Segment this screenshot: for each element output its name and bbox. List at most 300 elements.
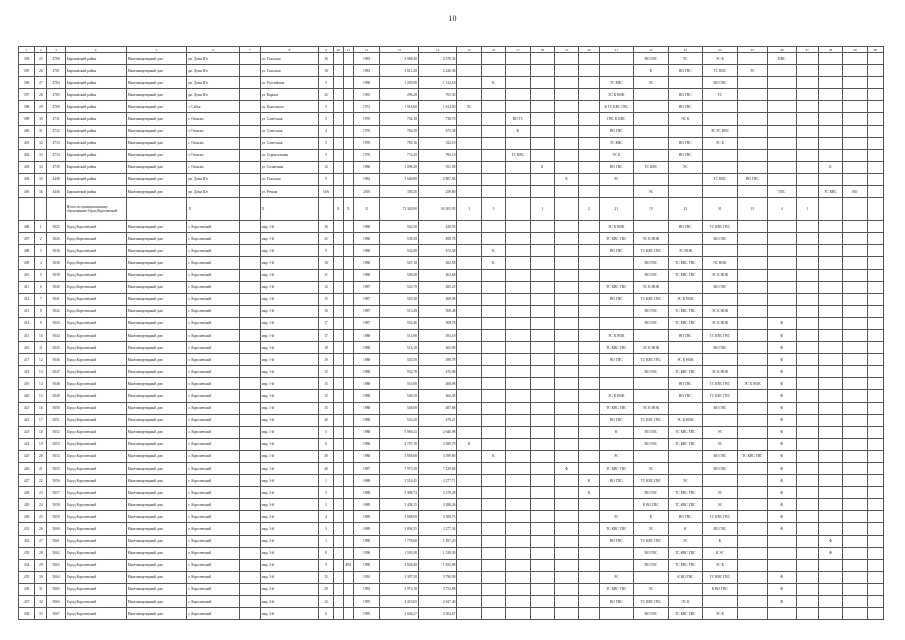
table-cell bbox=[867, 257, 883, 269]
table-cell: 23 bbox=[668, 198, 703, 221]
table-cell: 1986 bbox=[353, 233, 379, 245]
table-cell bbox=[737, 293, 767, 305]
table-cell bbox=[867, 487, 883, 499]
table-cell: 15 bbox=[319, 390, 333, 402]
table-cell: 415 bbox=[19, 329, 35, 341]
table-cell: Город Королевский bbox=[65, 366, 126, 378]
table-cell bbox=[818, 77, 842, 89]
table-row bbox=[19, 257, 884, 269]
table-cell: 421 bbox=[19, 402, 35, 414]
table-cell: г. Королевский bbox=[187, 523, 240, 535]
table-cell: 1987 bbox=[353, 305, 379, 317]
table-cell bbox=[818, 366, 842, 378]
table-cell bbox=[457, 583, 481, 595]
table-cell: 3 438,15 bbox=[380, 499, 419, 511]
table-cell bbox=[343, 173, 353, 185]
table-cell bbox=[343, 233, 353, 245]
table-cell: 73 340,90 bbox=[380, 198, 419, 221]
table-cell: Город Королевский bbox=[65, 378, 126, 390]
table-cell bbox=[634, 329, 669, 341]
table-cell bbox=[506, 317, 530, 329]
table-cell: Многоквартирный дом bbox=[126, 125, 187, 137]
table-cell bbox=[579, 173, 599, 185]
table-cell bbox=[634, 137, 669, 149]
table-cell: 3 752,98 bbox=[418, 583, 457, 595]
table-cell: рп. Дома Юг bbox=[187, 53, 240, 65]
table-cell: ТС КВС ГВС bbox=[668, 426, 703, 438]
table-cell bbox=[818, 414, 842, 426]
table-cell: 7 bbox=[35, 293, 47, 305]
table-cell: 435 bbox=[19, 571, 35, 583]
table-cell: 1990 bbox=[353, 535, 379, 547]
column-number: 4 bbox=[65, 47, 126, 53]
table-cell bbox=[240, 101, 260, 113]
table-row bbox=[19, 65, 884, 77]
table-cell: 5058 bbox=[47, 499, 65, 511]
table-row bbox=[19, 221, 884, 233]
table-cell bbox=[333, 608, 343, 620]
table-cell bbox=[737, 499, 767, 511]
table-cell bbox=[867, 161, 883, 173]
table-cell bbox=[457, 161, 481, 173]
table-cell: ВО ГВС bbox=[703, 523, 738, 535]
table-cell: Х bbox=[260, 198, 319, 221]
table-cell: 468,98 bbox=[418, 293, 457, 305]
table-cell bbox=[668, 281, 703, 293]
table-cell bbox=[240, 198, 260, 221]
table-cell bbox=[333, 257, 343, 269]
table-cell bbox=[867, 329, 883, 341]
table-cell: 3 397,39 bbox=[380, 571, 419, 583]
table-cell bbox=[530, 426, 554, 438]
table-cell: Город Королевский bbox=[65, 257, 126, 269]
table-cell: К ВО ГВС bbox=[668, 571, 703, 583]
table-cell: 4734 bbox=[47, 149, 65, 161]
table-cell: ул. Солнечная bbox=[260, 161, 319, 173]
table-cell: 22 bbox=[35, 475, 47, 487]
table-cell: Многоквартирный дом bbox=[126, 149, 187, 161]
table-cell bbox=[333, 414, 343, 426]
table-cell bbox=[457, 402, 481, 414]
table-cell: 4733 bbox=[47, 137, 65, 149]
table-cell bbox=[333, 378, 343, 390]
table-cell bbox=[457, 233, 481, 245]
table-cell bbox=[240, 149, 260, 161]
table-cell bbox=[554, 149, 578, 161]
table-cell: 476,08 bbox=[418, 366, 457, 378]
table-cell bbox=[333, 547, 343, 559]
table-cell: мкр. 1-й bbox=[260, 329, 319, 341]
table-cell bbox=[481, 535, 505, 547]
table-cell bbox=[506, 245, 530, 257]
table-cell: г. Королевский bbox=[187, 329, 240, 341]
table-cell: ЭС bbox=[599, 450, 634, 462]
table-cell bbox=[333, 173, 343, 185]
table-row bbox=[19, 317, 884, 329]
table-cell bbox=[333, 65, 343, 77]
table-cell bbox=[796, 402, 818, 414]
table-cell bbox=[481, 221, 505, 233]
table-cell bbox=[530, 450, 554, 462]
table-cell bbox=[333, 269, 343, 281]
table-cell bbox=[240, 269, 260, 281]
table-cell: 532,46 bbox=[380, 317, 419, 329]
table-cell: 28 bbox=[35, 89, 47, 101]
table-cell: 296,20 bbox=[380, 89, 419, 101]
table-cell bbox=[530, 53, 554, 65]
table-cell bbox=[796, 390, 818, 402]
table-cell bbox=[506, 77, 530, 89]
table-cell: ВО ГВС bbox=[634, 366, 669, 378]
table-cell bbox=[867, 221, 883, 233]
table-cell: 1988 bbox=[353, 414, 379, 426]
table-cell bbox=[579, 463, 599, 475]
table-cell: ул. Советская bbox=[260, 137, 319, 149]
table-cell bbox=[818, 342, 842, 354]
table-cell: ТС КВС ГВС bbox=[668, 547, 703, 559]
table-cell bbox=[843, 269, 867, 281]
table-cell bbox=[343, 523, 353, 535]
table-cell bbox=[579, 559, 599, 571]
table-cell: Ф bbox=[818, 535, 842, 547]
table-cell: ТС КВС bbox=[599, 77, 634, 89]
table-cell: ВО ГВС bbox=[634, 53, 669, 65]
table-cell bbox=[796, 523, 818, 535]
table-cell bbox=[530, 329, 554, 341]
table-cell bbox=[554, 269, 578, 281]
table-cell: 5053 bbox=[47, 438, 65, 450]
table-cell: 6 bbox=[35, 281, 47, 293]
table-cell: 3 288,26 bbox=[418, 499, 457, 511]
table-cell bbox=[554, 583, 578, 595]
table-cell bbox=[843, 402, 867, 414]
table-cell: ТС КВС ГВС bbox=[668, 499, 703, 511]
table-cell bbox=[554, 221, 578, 233]
table-cell bbox=[737, 245, 767, 257]
table-cell bbox=[737, 608, 767, 620]
table-cell bbox=[530, 342, 554, 354]
table-cell bbox=[579, 438, 599, 450]
table-cell: г. Королевский bbox=[187, 317, 240, 329]
table-cell bbox=[333, 475, 343, 487]
table-cell: ВО ГВС bbox=[668, 137, 703, 149]
table-cell bbox=[554, 233, 578, 245]
table-cell bbox=[530, 281, 554, 293]
table-cell bbox=[457, 535, 481, 547]
table-cell bbox=[240, 463, 260, 475]
table-cell: 27 bbox=[35, 535, 47, 547]
table-cell bbox=[737, 438, 767, 450]
table-cell: 548,08 bbox=[380, 402, 419, 414]
table-cell: ЭС bbox=[737, 65, 767, 77]
table-cell: Ф bbox=[768, 402, 796, 414]
table-cell bbox=[579, 221, 599, 233]
table-cell bbox=[843, 53, 867, 65]
table-cell bbox=[530, 89, 554, 101]
table-cell: К ТС КВС ГВС bbox=[599, 101, 634, 113]
table-cell: Ф bbox=[768, 438, 796, 450]
table-cell: Многоквартирный дом bbox=[126, 523, 187, 535]
table-cell: 411 bbox=[19, 281, 35, 293]
table-cell: мкр. 1-й bbox=[260, 233, 319, 245]
table-cell bbox=[579, 414, 599, 426]
table-row bbox=[19, 77, 884, 89]
column-number: 3 bbox=[47, 47, 65, 53]
table-cell bbox=[796, 149, 818, 161]
table-cell: ЭС К bbox=[668, 596, 703, 608]
table-cell bbox=[554, 354, 578, 366]
table-cell bbox=[457, 523, 481, 535]
table-cell: Бирсковский район bbox=[65, 89, 126, 101]
table-cell: 14 bbox=[35, 378, 47, 390]
table-cell bbox=[668, 173, 703, 185]
table-cell: г. Королевский bbox=[187, 293, 240, 305]
table-cell bbox=[506, 414, 530, 426]
table-cell bbox=[554, 317, 578, 329]
table-cell bbox=[506, 608, 530, 620]
table-cell: Многоквартирный дом bbox=[126, 402, 187, 414]
table-cell: 1988 bbox=[353, 378, 379, 390]
table-cell bbox=[506, 354, 530, 366]
table-cell: ТС КВС ГВС bbox=[599, 583, 634, 595]
table-cell: 548,38 bbox=[380, 269, 419, 281]
table-row bbox=[19, 535, 884, 547]
table-cell: Многоквартирный дом bbox=[126, 89, 187, 101]
table-cell: мкр. 1-й bbox=[260, 366, 319, 378]
table-cell: Город Королевский bbox=[65, 390, 126, 402]
table-cell: 1 205,90 bbox=[380, 77, 419, 89]
table-cell: 3 858,68 bbox=[380, 450, 419, 462]
table-row bbox=[19, 583, 884, 595]
table-cell: К bbox=[634, 511, 669, 523]
table-cell bbox=[240, 245, 260, 257]
table-cell: 514,98 bbox=[380, 329, 419, 341]
table-cell: 5040 bbox=[47, 281, 65, 293]
table-cell: г. Королевский bbox=[187, 414, 240, 426]
table-cell: 5060 bbox=[47, 523, 65, 535]
table-cell bbox=[599, 317, 634, 329]
table-cell: 1976 bbox=[353, 125, 379, 137]
table-cell: 514,18 bbox=[380, 342, 419, 354]
table-cell bbox=[530, 499, 554, 511]
table-cell bbox=[457, 450, 481, 462]
table-cell bbox=[333, 463, 343, 475]
table-cell bbox=[457, 65, 481, 77]
table-cell bbox=[554, 596, 578, 608]
table-cell: Город Королевский bbox=[65, 523, 126, 535]
table-cell bbox=[343, 293, 353, 305]
table-row bbox=[19, 571, 884, 583]
table-cell bbox=[737, 137, 767, 149]
table-cell: Ф bbox=[818, 547, 842, 559]
table-cell: 404 bbox=[19, 173, 35, 185]
table-cell: Многоквартирный дом bbox=[126, 186, 187, 198]
table-cell: ВО ГВС bbox=[703, 233, 738, 245]
table-cell: Город Королевский bbox=[65, 305, 126, 317]
table-cell: ЭС bbox=[703, 499, 738, 511]
table-cell: 5063 bbox=[47, 559, 65, 571]
table-cell bbox=[818, 608, 842, 620]
table-cell bbox=[737, 583, 767, 595]
table-cell bbox=[240, 414, 260, 426]
table-cell: 32 bbox=[35, 596, 47, 608]
table-cell: 1992 bbox=[353, 583, 379, 595]
table-cell bbox=[554, 53, 578, 65]
table-cell bbox=[457, 475, 481, 487]
table-cell bbox=[843, 511, 867, 523]
table-cell bbox=[768, 113, 796, 125]
table-cell bbox=[796, 559, 818, 571]
table-row bbox=[19, 293, 884, 305]
table-cell: Многоквартирный дом bbox=[126, 354, 187, 366]
table-cell bbox=[333, 390, 343, 402]
table-cell: 1988 bbox=[353, 329, 379, 341]
table-cell bbox=[506, 402, 530, 414]
table-cell: 543,20 bbox=[380, 414, 419, 426]
table-row bbox=[19, 511, 884, 523]
table-cell: ул. Российская bbox=[260, 77, 319, 89]
table-cell bbox=[579, 293, 599, 305]
table-cell: ВО ГВС bbox=[703, 77, 738, 89]
table-cell: 25 bbox=[35, 511, 47, 523]
table-cell: Многоквартирный дом bbox=[126, 342, 187, 354]
table-cell: Х bbox=[187, 198, 240, 221]
table-cell bbox=[796, 125, 818, 137]
table-cell bbox=[530, 475, 554, 487]
table-cell bbox=[506, 53, 530, 65]
table-cell: Город Королевский bbox=[65, 475, 126, 487]
table-cell: 5026 bbox=[47, 233, 65, 245]
table-cell bbox=[579, 233, 599, 245]
table-cell bbox=[818, 173, 842, 185]
table-cell bbox=[343, 402, 353, 414]
table-cell: 438 bbox=[19, 608, 35, 620]
table-row bbox=[19, 450, 884, 462]
table-cell: мкр. 1-й bbox=[260, 221, 319, 233]
table-cell bbox=[599, 438, 634, 450]
table-cell: ВО ГВС bbox=[634, 559, 669, 571]
table-cell: 26 bbox=[35, 523, 47, 535]
table-cell bbox=[333, 583, 343, 595]
table-cell bbox=[843, 354, 867, 366]
table-cell: Многоквартирный дом bbox=[126, 499, 187, 511]
table-cell bbox=[634, 101, 669, 113]
table-cell: ТС КВС ГВС bbox=[703, 378, 738, 390]
table-cell: 15 bbox=[35, 390, 47, 402]
table-cell bbox=[796, 414, 818, 426]
table-cell bbox=[457, 329, 481, 341]
table-cell bbox=[481, 149, 505, 161]
table-cell bbox=[737, 89, 767, 101]
table-cell: Город Королевский bbox=[65, 511, 126, 523]
table-cell bbox=[843, 438, 867, 450]
table-cell: ВО ГВС bbox=[668, 65, 703, 77]
table-cell: Бирсковский район bbox=[65, 149, 126, 161]
table-cell bbox=[668, 233, 703, 245]
subtotal-row bbox=[19, 198, 884, 221]
table-cell: 15 bbox=[319, 571, 333, 583]
table-cell bbox=[768, 269, 796, 281]
table-cell bbox=[796, 571, 818, 583]
table-cell bbox=[333, 329, 343, 341]
table-cell: Ф bbox=[768, 329, 796, 341]
table-cell bbox=[668, 77, 703, 89]
table-cell bbox=[818, 101, 842, 113]
table-cell bbox=[554, 161, 578, 173]
table-cell bbox=[867, 463, 883, 475]
table-cell bbox=[796, 608, 818, 620]
table-cell: 508,78 bbox=[418, 317, 457, 329]
table-cell: 2 bbox=[35, 233, 47, 245]
table-cell bbox=[506, 221, 530, 233]
table-row bbox=[19, 233, 884, 245]
table-cell bbox=[579, 378, 599, 390]
table-cell bbox=[333, 535, 343, 547]
table-cell: 25 bbox=[319, 233, 333, 245]
table-cell: 9 bbox=[35, 317, 47, 329]
table-cell bbox=[457, 317, 481, 329]
table-cell bbox=[506, 366, 530, 378]
table-cell: ТС КВС ГВС bbox=[703, 221, 738, 233]
table-cell: г. Королевский bbox=[187, 438, 240, 450]
table-cell bbox=[668, 342, 703, 354]
table-cell bbox=[737, 317, 767, 329]
table-cell bbox=[333, 125, 343, 137]
table-cell: рп. Дома Юг bbox=[187, 89, 240, 101]
table-cell bbox=[481, 390, 505, 402]
table-cell bbox=[579, 608, 599, 620]
table-cell: ЭС bbox=[668, 475, 703, 487]
table-cell: мкр. 1-й bbox=[260, 257, 319, 269]
table-cell bbox=[554, 450, 578, 462]
table-cell: 5 bbox=[319, 77, 333, 89]
table-cell bbox=[867, 186, 883, 198]
table-cell bbox=[768, 101, 796, 113]
table-cell: 5 bbox=[481, 198, 505, 221]
table-cell: 11 bbox=[319, 269, 333, 281]
table-cell: 485,25 bbox=[418, 281, 457, 293]
table-cell: ВО ГВС bbox=[634, 317, 669, 329]
table-cell: мкр. 2-й bbox=[260, 608, 319, 620]
table-cell: 2 426,36 bbox=[418, 65, 457, 77]
table-cell: ТС КВС ГВС bbox=[668, 257, 703, 269]
table-cell bbox=[457, 173, 481, 185]
table-cell: Город Королевский bbox=[65, 450, 126, 462]
table-cell bbox=[530, 366, 554, 378]
table-cell bbox=[481, 499, 505, 511]
table-cell bbox=[867, 596, 883, 608]
table-cell bbox=[530, 257, 554, 269]
table-cell: г. Королевский bbox=[187, 511, 240, 523]
table-cell: 1988 bbox=[353, 366, 379, 378]
table-cell bbox=[599, 559, 634, 571]
table-cell bbox=[481, 608, 505, 620]
table-cell: 1986 bbox=[353, 450, 379, 462]
table-cell bbox=[343, 125, 353, 137]
table-cell: 1992 bbox=[353, 571, 379, 583]
table-cell: 5052 bbox=[47, 426, 65, 438]
table-cell bbox=[530, 245, 554, 257]
table-cell bbox=[768, 65, 796, 77]
table-cell bbox=[481, 329, 505, 341]
table-cell: рп. Дома Юг bbox=[187, 65, 240, 77]
table-cell bbox=[457, 487, 481, 499]
table-cell: ЭС К НОК bbox=[599, 390, 634, 402]
table-cell bbox=[481, 281, 505, 293]
table-cell: г. Королевский bbox=[187, 608, 240, 620]
table-cell bbox=[506, 547, 530, 559]
table-cell bbox=[481, 354, 505, 366]
